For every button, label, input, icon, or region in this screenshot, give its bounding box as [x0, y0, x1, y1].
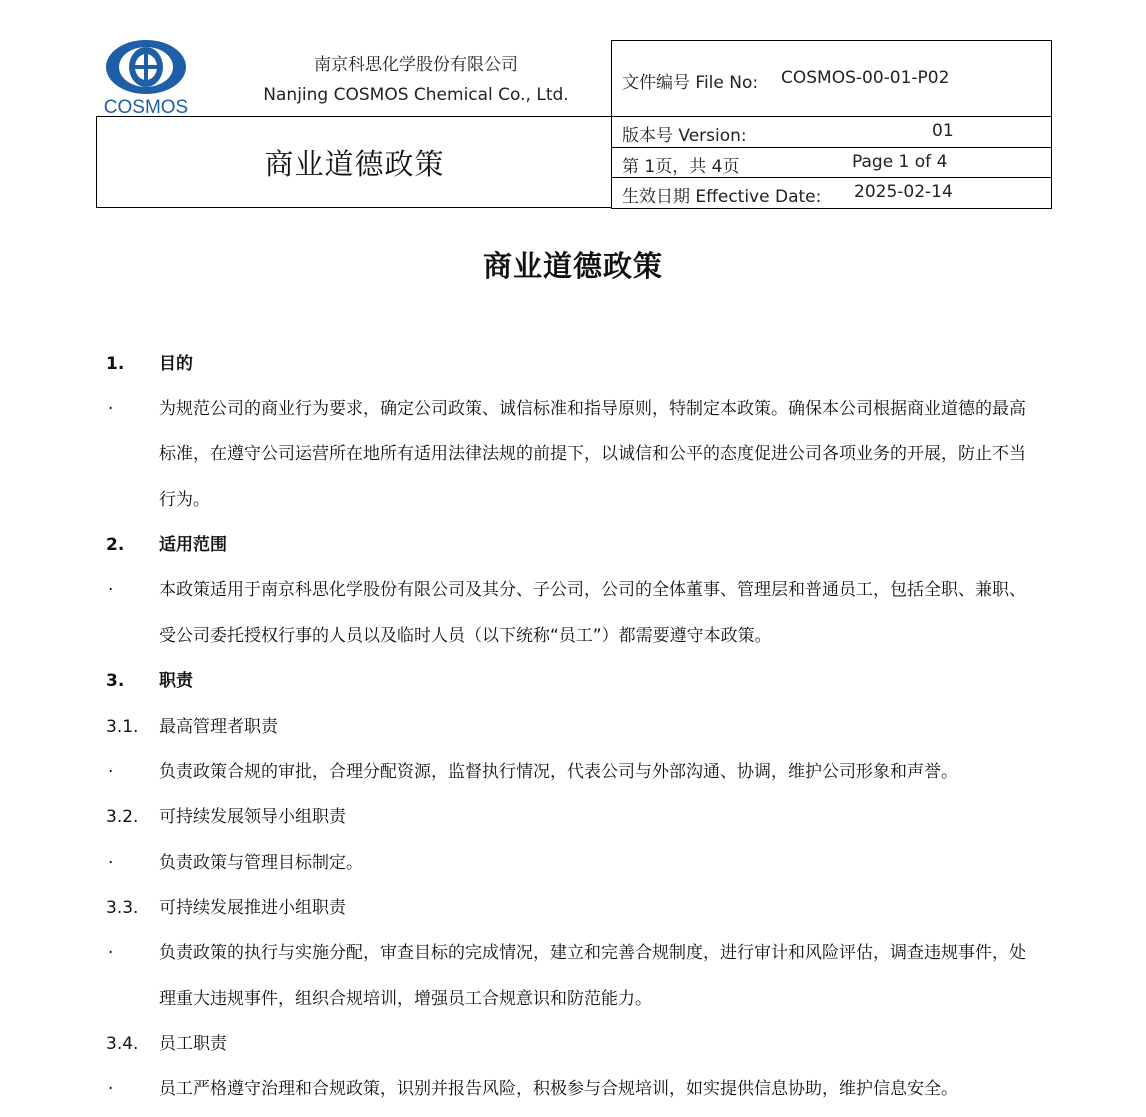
page-en: Page 1 of 4 — [852, 152, 948, 172]
section-number: 2. — [106, 535, 125, 555]
header-title-box — [96, 116, 611, 208]
paragraph-text: 行为。 — [159, 490, 210, 510]
document-info-table — [611, 40, 1052, 209]
version-label: 版本号 Version: — [622, 126, 747, 146]
paragraph-text: 标准，在遵守公司运营所在地所有适用法律法规的前提下，以诚信和公平的态度促进公司各项业务的开展，防止不当 — [159, 444, 1026, 464]
bullet-marker: · — [108, 762, 114, 782]
paragraph-text: 受公司委托授权行事的人员以及临时人员（以下统称“员工”）都需要遵守本政策。 — [159, 626, 772, 646]
subsection-number: 3.1. — [106, 717, 139, 737]
version-row — [612, 117, 1051, 148]
paragraph-text: 负责政策的执行与实施分配，审查目标的完成情况，建立和完善合规制度，进行审计和风险评估，调查违规事件，处 — [159, 943, 1026, 963]
paragraph-text: 为规范公司的商业行为要求，确定公司政策、诚信标准和指导原则，特制定本政策。确保本公司根据商业道德的最高 — [159, 399, 1026, 419]
file-no-label: 文件编号 File No: — [622, 73, 759, 93]
subsection-title: 可持续发展推进小组职责 — [159, 898, 346, 918]
page-title: 商业道德政策 — [482, 249, 663, 283]
subsection-title: 员工职责 — [159, 1034, 227, 1054]
section-title: 目的 — [159, 354, 193, 374]
subsection-title: 最高管理者职责 — [159, 717, 278, 737]
file-no-value: COSMOS-00-01-P02 — [781, 68, 950, 88]
subsection-title: 可持续发展领导小组职责 — [159, 807, 346, 827]
bullet-marker: · — [108, 580, 114, 600]
section-number: 3. — [106, 671, 125, 691]
cosmos-logo — [104, 40, 194, 116]
company-name-cn: 南京科思化学股份有限公司 — [314, 55, 518, 75]
bullet-marker: · — [108, 943, 114, 963]
paragraph-text: 本政策适用于南京科思化学股份有限公司及其分、子公司，公司的全体董事、管理层和普通员工，包括全职、兼职、 — [159, 580, 1026, 600]
company-name-en: Nanjing COSMOS Chemical Co., Ltd. — [263, 85, 569, 105]
section-title: 职责 — [159, 671, 193, 691]
subsection-number: 3.3. — [106, 898, 139, 918]
effective-date-row — [612, 178, 1051, 208]
effective-date-value: 2025-02-14 — [854, 182, 953, 202]
paragraph-text: 负责政策合规的审批，合理分配资源，监督执行情况，代表公司与外部沟通、协调，维护公司形象和声誉。 — [159, 762, 958, 782]
company-name — [236, 50, 596, 110]
bullet-marker: · — [108, 399, 114, 419]
page-cn: 第 1页，共 4页 — [622, 157, 740, 177]
svg-text:COSMOS: COSMOS — [104, 97, 189, 116]
section-number: 1. — [106, 354, 125, 374]
subsection-number: 3.2. — [106, 807, 139, 827]
section-title: 适用范围 — [159, 535, 227, 555]
effective-date-label: 生效日期 Effective Date: — [622, 187, 822, 207]
subsection-number: 3.4. — [106, 1034, 139, 1054]
header-doc-title: 商业道德政策 — [264, 147, 445, 181]
version-value: 01 — [932, 121, 954, 141]
bullet-marker: · — [108, 853, 114, 873]
file-no-row — [612, 41, 1051, 117]
paragraph-text: 员工严格遵守治理和合规政策，识别并报告风险，积极参与合规培训，如实提供信息协助，维护信息安全。 — [159, 1079, 958, 1099]
paragraph-text: 理重大违规事件，组织合规培训，增强员工合规意识和防范能力。 — [159, 989, 652, 1009]
header-company-block — [96, 40, 612, 116]
paragraph-text: 负责政策与管理目标制定。 — [159, 853, 363, 873]
page-row — [612, 148, 1051, 178]
bullet-marker: · — [108, 1079, 114, 1099]
